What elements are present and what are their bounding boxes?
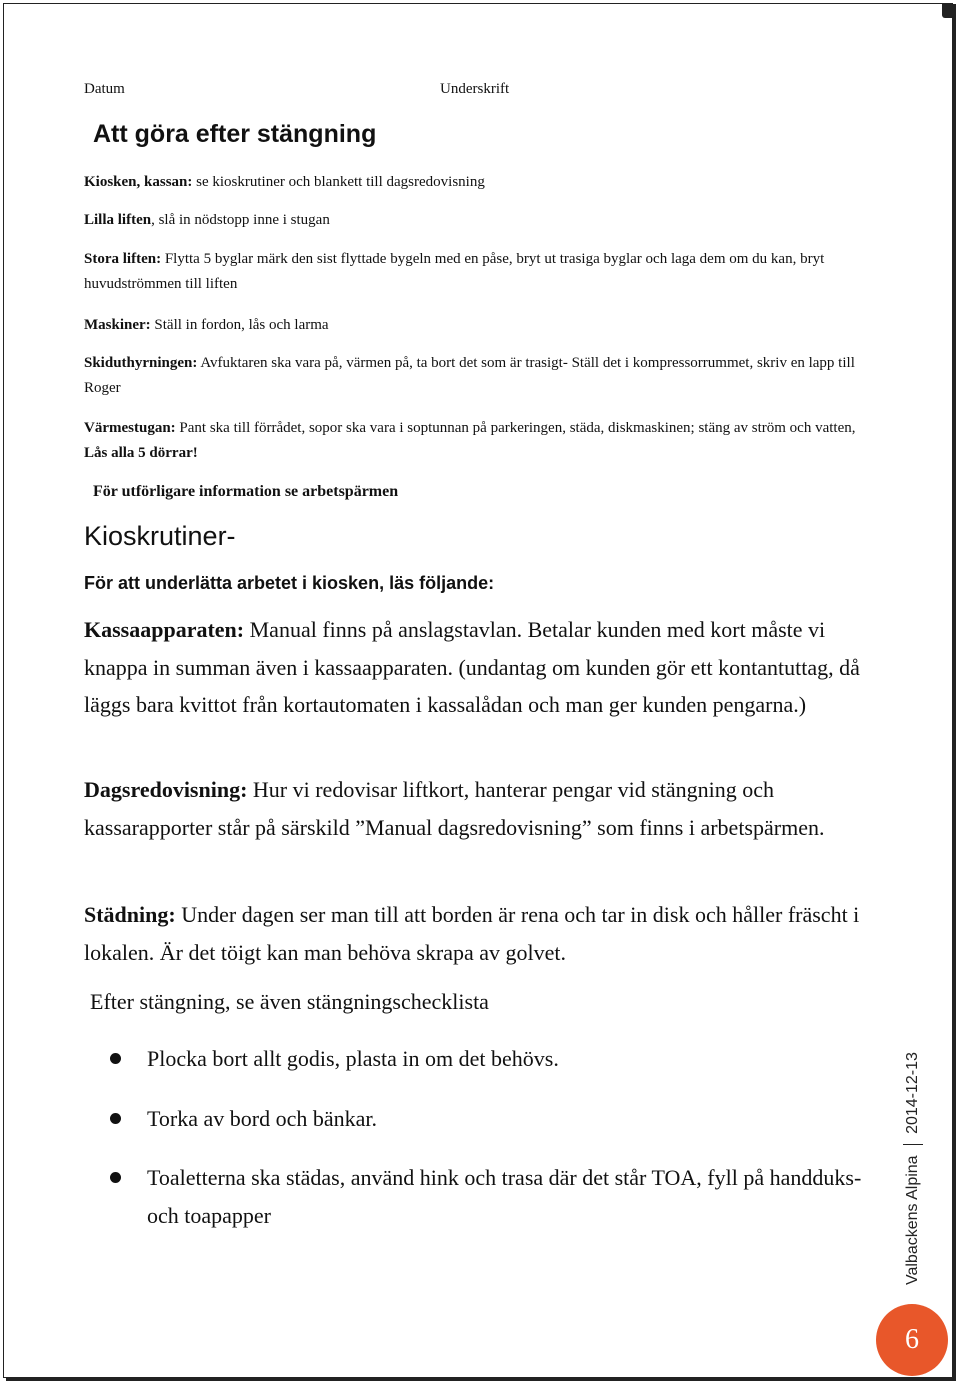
item-text: Hur vi redovisar liftkort, hanterar pengar vid stängning och kassarapporter står på särskild ”Manual dagsredovisning” som finns i arbetspärmen. <box>84 777 825 840</box>
item-text: Ställ in fordon, lås och larma <box>150 317 329 333</box>
item-text: Avfuktaren ska vara på, värmen på, ta bort det som är trasigt- Ställ det i kompressorrummet, skriv en lapp till Roger <box>84 355 855 396</box>
kiosk-item <box>84 896 864 971</box>
item-label: Värmestugan: <box>84 420 176 436</box>
closing-checklist <box>110 1040 870 1256</box>
item-text: , slå in nödstopp inne i stugan <box>151 212 330 228</box>
list-item <box>110 1159 870 1234</box>
list-item <box>110 1040 870 1078</box>
list-item-text: Torka av bord och bänkar. <box>147 1105 377 1131</box>
item-text: Pant ska till förrådet, sopor ska vara i soptunnan på parkeringen, städa, diskmaskinen; stäng av ström och vatten, <box>175 420 856 436</box>
kiosk-item <box>84 771 864 846</box>
after-close-item <box>84 170 864 195</box>
item-label: Städning: <box>84 902 176 927</box>
item-bold-tail: Lås alla 5 dörrar! <box>84 445 198 461</box>
after-close-item <box>84 351 864 401</box>
after-close-item <box>84 313 864 338</box>
bullet-icon <box>110 1172 121 1183</box>
item-text: Manual finns på anslagstavlan. Betalar kunden med kort måste vi knappa in summan även i kassaapparaten. (undantag om kunden gör ett kontantuttag, då läggs bara kvittot från kortautomaten i kassalådan och man ger kunden pengarna.) <box>84 617 860 717</box>
kiosk-item <box>84 611 864 724</box>
item-label: Skiduthyrningen: <box>84 355 198 371</box>
item-label: Maskiner: <box>84 317 151 333</box>
footer-vertical <box>903 1052 923 1285</box>
footer-divider <box>903 1144 923 1146</box>
list-item <box>110 1100 870 1138</box>
list-item-text: Toaletterna ska städas, använd hink och trasa där det står TOA, fyll på handduks- och toapapper <box>147 1165 862 1228</box>
page-number-badge <box>876 1304 948 1376</box>
after-close-item <box>84 416 864 466</box>
item-text: Under dagen ser man till att borden är rena och tar in disk och håller fräscht i lokalen. Är det töigt kan man behöva skrapa av golvet. <box>84 902 860 965</box>
after-close-item <box>84 208 864 233</box>
page-number: 6 <box>905 1324 919 1355</box>
item-text: Flytta 5 byglar märk den sist flyttade bygeln med en påse, bryt ut trasiga byglar och laga dem om du kan, bryt huvudströmmen till liften <box>84 251 825 292</box>
kiosk-subheading: För att underlätta arbetet i kiosken, läs följande: <box>84 573 495 593</box>
after-close-item <box>84 247 864 297</box>
item-label: Kiosken, kassan: <box>84 174 193 190</box>
item-label: Dagsredovisning: <box>84 777 248 802</box>
more-info-note: För utförligare information se arbetspärmen <box>93 483 399 500</box>
bullet-icon <box>110 1053 121 1064</box>
footer-organization: Valbackens Alpina <box>904 1155 922 1285</box>
kiosk-heading: Kioskrutiner- <box>84 521 236 551</box>
date-label: Datum <box>84 81 125 97</box>
checklist-intro: Efter stängning, se även stängningschecklista <box>90 989 489 1014</box>
item-text: se kioskrutiner och blankett till dagsredovisning <box>192 174 485 190</box>
item-label: Kassaapparaten: <box>84 617 245 642</box>
item-label: Stora liften: <box>84 251 162 267</box>
page-title: Att göra efter stängning <box>93 120 377 148</box>
list-item-text: Plocka bort allt godis, plasta in om det behövs. <box>147 1046 559 1071</box>
item-label: Lilla liften <box>84 212 152 228</box>
page-corner-decoration <box>942 4 956 18</box>
signature-label: Underskrift <box>440 81 510 97</box>
bullet-icon <box>110 1113 121 1124</box>
footer-date: 2014-12-13 <box>904 1052 922 1134</box>
